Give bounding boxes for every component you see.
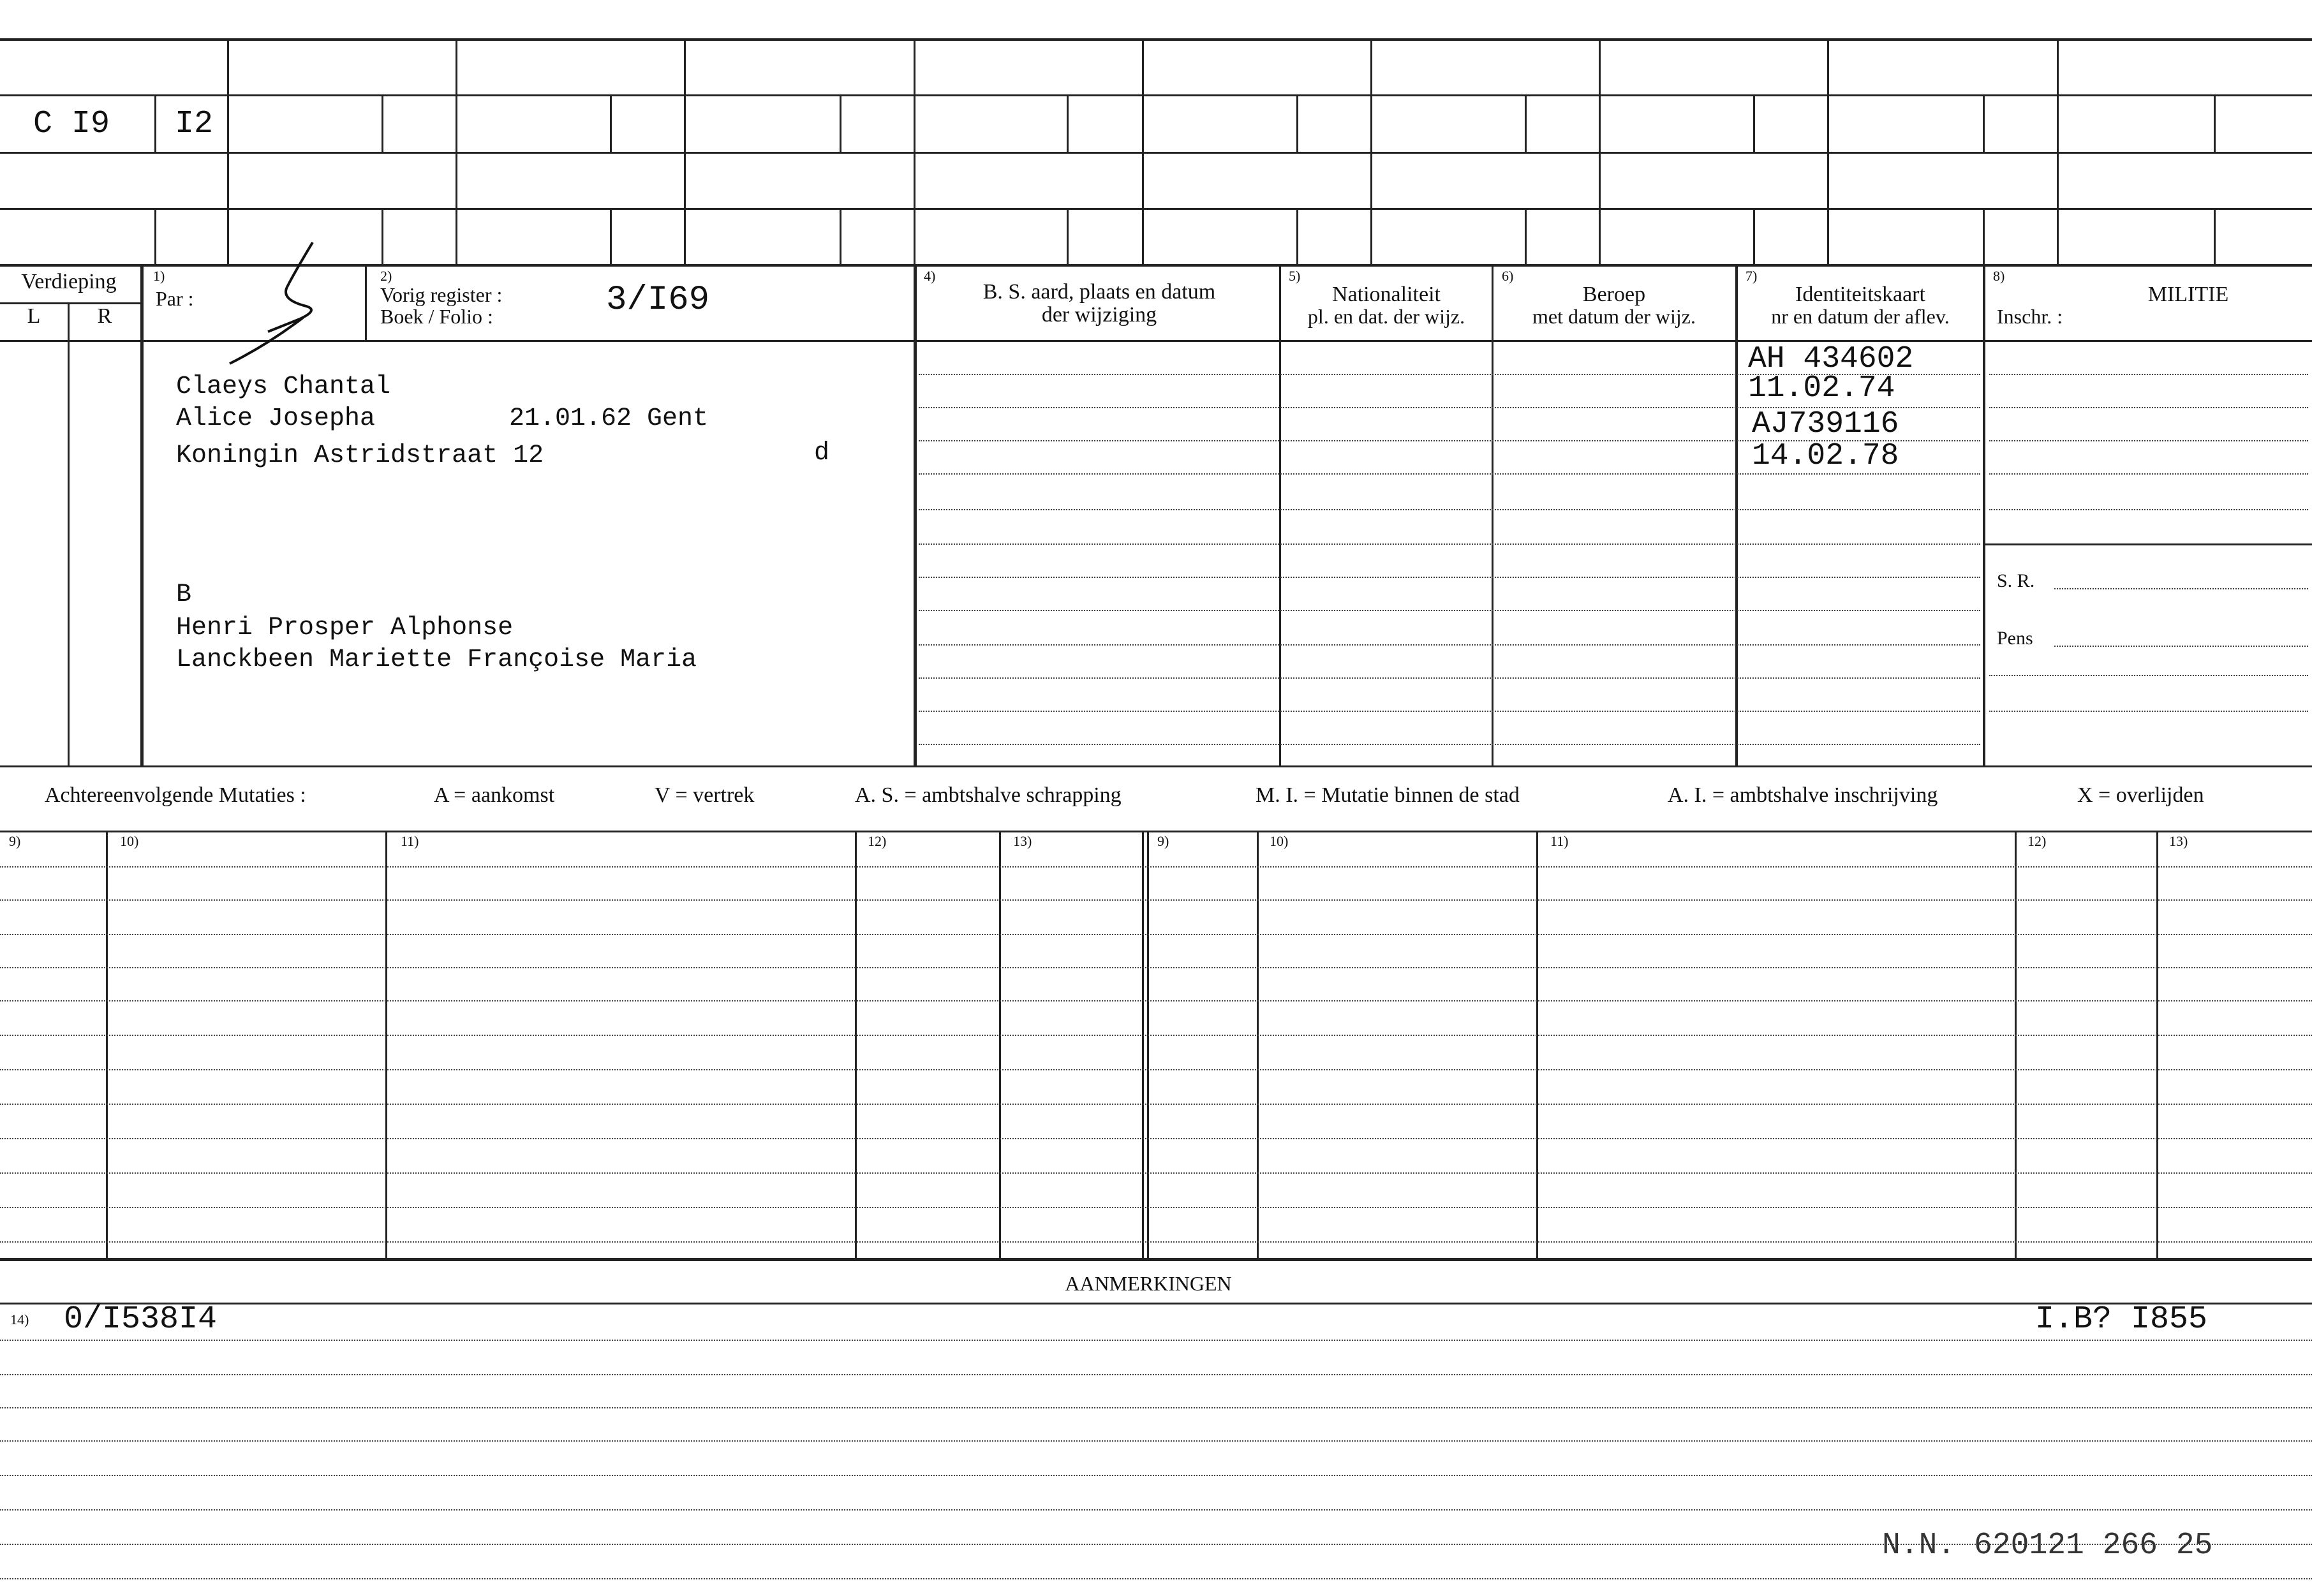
col-line [855,832,857,1259]
ib-number: I.B? I855 [2035,1301,2208,1338]
col7-number: 7) [1745,268,1758,284]
mutation-top-line [0,831,2312,832]
dotted-line [0,1440,2312,1442]
dotted-line [0,1104,2312,1105]
grid-line [382,96,383,152]
birth-date-place: 21.01.62 Gent [509,404,709,433]
col-line [1257,832,1259,1259]
dotted-line [919,509,1980,510]
dotted-line [0,934,2312,935]
col-line [2015,832,2017,1259]
mut-col-9b: 9) [1157,833,1169,849]
remarks-title: AANMERKINGEN [1065,1272,1232,1295]
mut-col-10: 10) [120,833,139,849]
mut-col-11b: 11) [1550,833,1569,849]
vorig-register-label: Vorig register : [380,283,503,306]
grid-line [0,94,2312,96]
verdieping-label: Verdieping [21,270,117,293]
id-number-1: AH 434602 [1748,342,1914,376]
grid-line [1525,96,1527,152]
col-line [1147,832,1149,1259]
grid-line [227,40,229,265]
grid-line [610,209,612,265]
dotted-line [0,1069,2312,1070]
grid-line [1753,209,1755,265]
col6-number: 6) [1502,268,1514,284]
person-line-1: Claeys Chantal [176,373,391,401]
main-bottom-line [0,765,2312,767]
dotted-line [919,610,1980,611]
grid-line [456,40,457,265]
dotted-line [919,473,1980,475]
grid-line [1827,40,1829,265]
grid-line [0,208,2312,210]
grid-line [2214,96,2216,152]
id-number-2: AJ739116 [1752,407,1899,441]
grid-line [840,209,841,265]
militie-divider [1984,543,2312,545]
col5-number: 5) [1289,268,1301,284]
remarks-line [0,1303,2312,1304]
mut-col-13b: 13) [2169,833,2188,849]
dotted-line [0,1035,2312,1036]
code-right: I2 [175,106,214,142]
pens-label: Pens [1997,628,2033,649]
col-line [999,832,1001,1259]
mut-col-12b: 12) [2027,833,2047,849]
dotted-line [919,677,1980,679]
dotted-line [1989,374,2308,375]
sr-label: S. R. [1997,570,2035,591]
person-line-2: Alice Josepha [176,404,376,433]
grid-line [2057,40,2059,265]
boek-folio-label: Boek / Folio : [380,305,493,328]
dotted-line [0,1578,2312,1579]
grid-line [1983,96,1985,152]
col-line [0,302,142,304]
remarks-number: 14) [10,1312,29,1327]
dotted-line [0,899,2312,901]
dotted-line [2054,646,2308,647]
dotted-line [0,1172,2312,1174]
col-line [1279,265,1281,767]
par-signature-icon [217,236,370,376]
mut-col-12: 12) [868,833,887,849]
grid-line [840,96,841,152]
dotted-line [919,543,1980,545]
col1-number: 1) [153,268,165,284]
id-date-2: 14.02.78 [1752,439,1899,473]
father-name: Henri Prosper Alphonse [176,614,514,642]
col-line [1735,265,1738,767]
l-label: L [27,304,41,328]
dotted-line [0,1509,2312,1511]
dotted-line [0,1241,2312,1243]
dotted-line [919,577,1980,578]
dotted-line [1989,473,2308,475]
dotted-line [0,967,2312,968]
dotted-line [1989,675,2308,676]
inschr-label: Inschr. : [1997,305,2063,328]
dotted-line [919,644,1980,646]
legend-a: A = aankomst [434,783,555,807]
nn-number: N.N. 620121 266 25 [1882,1528,2213,1563]
grid-line [1370,40,1372,265]
grid-line [1296,96,1298,152]
grid-line [610,96,612,152]
dotted-line [0,1207,2312,1208]
nationaliteit-header-2: pl. en dat. der wijz. [1307,305,1465,328]
dotted-line [0,1000,2312,1001]
top-border [0,38,2312,41]
grid-line [154,209,156,265]
mother-name: Lanckbeen Mariette Françoise Maria [176,646,697,674]
mut-col-11: 11) [401,833,419,849]
grid-line [154,96,156,152]
dotted-line [1989,440,2308,441]
col-line [1536,832,1538,1259]
mut-col-13: 13) [1013,833,1032,849]
identiteitskaart-header-1: Identiteitskaart [1795,283,1925,306]
col-line [68,304,70,767]
dotted-line [1989,711,2308,712]
mutaties-label: Achtereenvolgende Mutaties : [45,783,306,807]
col-line [1983,265,1985,767]
id-date-1: 11.02.74 [1748,371,1895,406]
col-line [1492,265,1493,767]
bs-header-1: B. S. aard, plaats en datum [982,280,1216,304]
bs-header-2: der wijziging [1041,303,1157,327]
col8-number: 8) [1993,268,2005,284]
col-line [914,265,917,767]
col-line [140,265,144,767]
address-mark: d [814,439,830,468]
r-label: R [97,304,112,328]
col-line [1142,832,1144,1259]
grid-line [1599,40,1601,265]
nationaliteit-header-1: Nationaliteit [1332,283,1441,306]
col-line [106,832,108,1259]
col4-number: 4) [924,268,936,284]
mut-col-9: 9) [9,833,21,849]
dotted-line [0,866,2312,868]
beroep-header-2: met datum der wijz. [1532,305,1696,328]
code-left: C I9 [33,106,110,142]
dotted-line [0,1374,2312,1375]
dotted-line [1989,509,2308,510]
grid-line [684,40,686,265]
dotted-line [1989,407,2308,408]
mut-col-10b: 10) [1270,833,1289,849]
grid-line [914,40,915,265]
remarks-value: 0/I538I4 [64,1301,218,1338]
dotted-line [0,1407,2312,1408]
dotted-line [919,744,1980,745]
grid-line [1753,96,1755,152]
col-line [385,832,387,1259]
par-label: Par : [156,287,194,310]
dotted-line [0,1138,2312,1139]
person-address: Koningin Astridstraat 12 [176,441,544,470]
legend-v: V = vertrek [655,783,755,807]
folio-value: 3/I69 [606,281,710,320]
legend-mi: M. I. = Mutatie binnen de stad [1256,783,1520,807]
col-line [2156,832,2158,1259]
grid-line [2214,209,2216,265]
grid-line [1142,40,1144,265]
grid-line [1067,209,1069,265]
col2-number: 2) [380,268,392,284]
beroep-header-1: Beroep [1582,283,1646,306]
grid-line [382,209,383,265]
legend-ai: A. I. = ambtshalve inschrijving [1668,783,1938,807]
dotted-line [919,711,1980,712]
legend-x: X = overlijden [2077,783,2204,807]
grid-line [1296,209,1298,265]
legend-as: A. S. = ambtshalve schrapping [855,783,1122,807]
militie-header: MILITIE [2147,283,2229,306]
dotted-line [0,1340,2312,1341]
parents-marker: B [176,580,192,609]
identiteitskaart-header-2: nr en datum der aflev. [1771,305,1950,328]
dotted-line [0,1475,2312,1476]
mutation-bottom-line [0,1258,2312,1261]
grid-line [0,152,2312,154]
grid-line [1525,209,1527,265]
dotted-line [2054,588,2308,589]
grid-line [1983,209,1985,265]
grid-line [1067,96,1069,152]
